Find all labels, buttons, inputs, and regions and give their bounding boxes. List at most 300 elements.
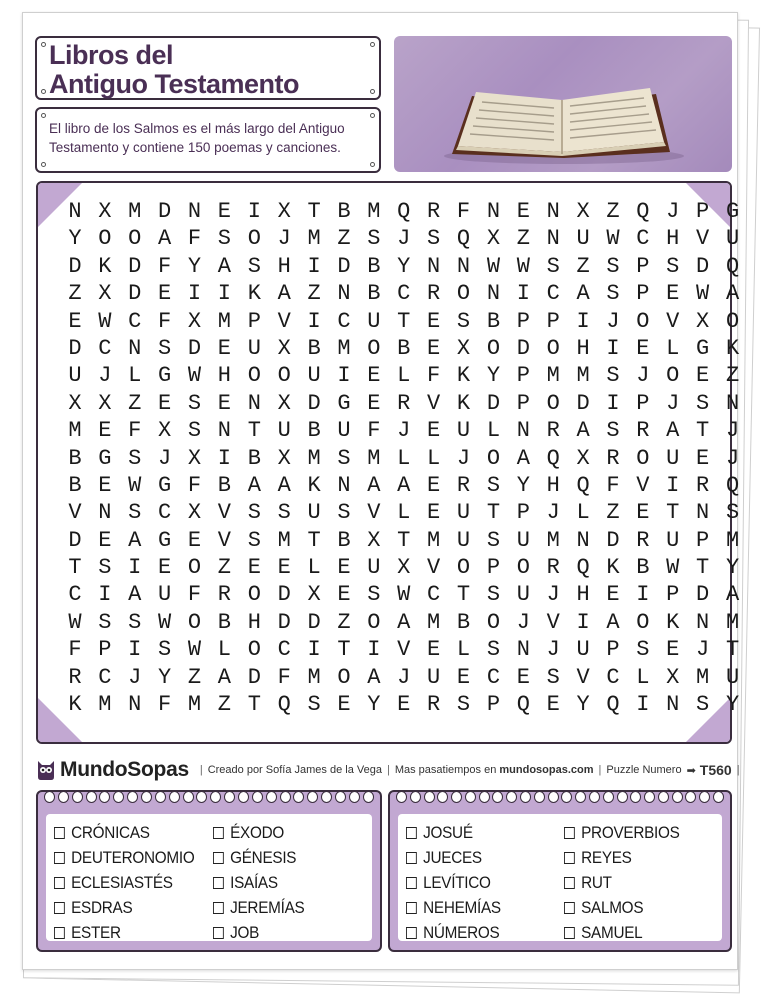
grid-letter[interactable]: P xyxy=(546,308,560,334)
grid-letter[interactable]: U xyxy=(516,527,530,553)
grid-letter[interactable]: O xyxy=(486,335,501,361)
grid-letter[interactable]: H xyxy=(576,582,590,608)
grid-letter[interactable]: O xyxy=(486,445,501,471)
grid-letter[interactable]: T xyxy=(456,582,471,608)
grid-letter[interactable]: R xyxy=(68,664,82,690)
grid-letter[interactable]: N xyxy=(187,199,202,224)
grid-letter[interactable]: S xyxy=(128,500,142,526)
grid-letter[interactable]: E xyxy=(427,472,441,498)
grid-letter[interactable]: E xyxy=(98,418,112,444)
word-item[interactable] xyxy=(213,820,356,845)
grid-letter[interactable]: C xyxy=(128,308,142,334)
grid-letter[interactable]: S xyxy=(696,692,710,718)
grid-letter[interactable]: I xyxy=(307,308,321,334)
grid-letter[interactable]: S xyxy=(696,390,710,416)
grid-letter[interactable]: T xyxy=(696,555,710,581)
grid-letter[interactable]: Z xyxy=(725,363,740,389)
grid-letter[interactable]: V xyxy=(397,637,411,663)
grid-letter[interactable]: V xyxy=(427,390,441,416)
checkbox[interactable] xyxy=(54,877,65,889)
grid-letter[interactable]: X xyxy=(277,390,291,416)
grid-letter[interactable]: E xyxy=(427,308,441,334)
grid-letter[interactable]: Y xyxy=(397,253,411,279)
grid-letter[interactable]: L xyxy=(636,664,650,690)
grid-letter[interactable]: N xyxy=(516,637,530,663)
grid-letter[interactable]: E xyxy=(158,555,172,581)
grid-letter[interactable]: R xyxy=(217,582,231,608)
grid-letter[interactable]: J xyxy=(98,363,112,389)
grid-letter[interactable]: X xyxy=(576,199,590,224)
grid-letter[interactable]: A xyxy=(397,609,411,635)
grid-letter[interactable]: E xyxy=(427,418,441,444)
grid-letter[interactable]: U xyxy=(427,664,441,690)
grid-letter[interactable]: S xyxy=(456,692,471,718)
grid-letter[interactable]: U xyxy=(456,418,471,444)
word-item[interactable] xyxy=(213,845,356,870)
grid-letter[interactable]: X xyxy=(98,281,112,307)
grid-letter[interactable]: Y xyxy=(516,472,530,498)
grid-letter[interactable]: L xyxy=(486,418,501,444)
grid-letter[interactable]: P xyxy=(516,500,530,526)
grid-letter[interactable]: P xyxy=(636,281,650,307)
grid-letter[interactable]: M xyxy=(696,664,710,690)
grid-letter[interactable]: V xyxy=(217,500,231,526)
grid-letter[interactable]: H xyxy=(217,363,231,389)
grid-letter[interactable]: C xyxy=(158,500,172,526)
grid-letter[interactable]: R xyxy=(606,445,620,471)
grid-letter[interactable]: J xyxy=(516,609,530,635)
grid-letter[interactable]: R xyxy=(636,418,650,444)
grid-letter[interactable]: O xyxy=(187,555,202,581)
grid-letter[interactable]: E xyxy=(158,281,172,307)
grid-letter[interactable]: G xyxy=(696,335,710,361)
grid-letter[interactable]: W xyxy=(397,582,411,608)
grid-letter[interactable]: F xyxy=(367,418,381,444)
grid-letter[interactable]: M xyxy=(277,527,291,553)
word-item[interactable] xyxy=(213,870,356,895)
grid-letter[interactable]: O xyxy=(456,281,471,307)
grid-letter[interactable]: F xyxy=(606,472,620,498)
grid-letter[interactable]: B xyxy=(367,253,381,279)
grid-letter[interactable]: Z xyxy=(217,692,231,718)
grid-letter[interactable]: R xyxy=(427,281,441,307)
grid-letter[interactable]: E xyxy=(337,555,351,581)
grid-letter[interactable]: V xyxy=(427,555,441,581)
grid-letter[interactable]: A xyxy=(606,609,620,635)
word-item[interactable] xyxy=(564,870,706,895)
grid-letter[interactable]: E xyxy=(217,335,231,361)
word-item[interactable] xyxy=(564,895,706,920)
grid-letter[interactable]: B xyxy=(397,335,411,361)
grid-letter[interactable]: U xyxy=(337,418,351,444)
word-item[interactable] xyxy=(564,820,706,845)
grid-letter[interactable]: L xyxy=(217,637,231,663)
grid-letter[interactable]: K xyxy=(456,363,471,389)
grid-letter[interactable]: F xyxy=(68,637,82,663)
grid-letter[interactable]: X xyxy=(158,418,172,444)
grid-letter[interactable]: H xyxy=(277,253,291,279)
grid-letter[interactable]: X xyxy=(187,500,202,526)
grid-letter[interactable]: I xyxy=(247,199,261,224)
grid-letter[interactable]: C xyxy=(397,281,411,307)
grid-letter[interactable]: O xyxy=(337,664,351,690)
grid-letter[interactable]: O xyxy=(247,582,261,608)
grid-letter[interactable]: E xyxy=(98,527,112,553)
word-item[interactable] xyxy=(54,845,197,870)
grid-letter[interactable]: E xyxy=(516,664,530,690)
grid-letter[interactable]: X xyxy=(98,390,112,416)
grid-letter[interactable]: S xyxy=(128,445,142,471)
grid-letter[interactable]: S xyxy=(158,637,172,663)
checkbox[interactable] xyxy=(213,827,224,839)
grid-letter[interactable]: J xyxy=(546,582,560,608)
grid-letter[interactable]: T xyxy=(247,418,261,444)
grid-letter[interactable]: N xyxy=(68,199,82,224)
grid-letter[interactable]: N xyxy=(725,390,740,416)
grid-letter[interactable]: C xyxy=(68,582,82,608)
grid-letter[interactable]: P xyxy=(696,199,710,224)
grid-letter[interactable]: H xyxy=(546,472,560,498)
grid-letter[interactable]: Y xyxy=(367,692,381,718)
grid-letter[interactable]: U xyxy=(247,335,261,361)
grid-letter[interactable]: D xyxy=(516,335,530,361)
grid-letter[interactable]: P xyxy=(636,253,650,279)
grid-letter[interactable]: S xyxy=(187,390,202,416)
grid-letter[interactable]: S xyxy=(98,609,112,635)
grid-letter[interactable]: N xyxy=(247,390,261,416)
grid-letter[interactable]: O xyxy=(277,363,291,389)
grid-letter[interactable]: R xyxy=(456,472,471,498)
grid-letter[interactable]: Q xyxy=(397,199,411,224)
grid-letter[interactable]: M xyxy=(427,609,441,635)
grid-letter[interactable]: Y xyxy=(576,692,590,718)
grid-letter[interactable]: P xyxy=(486,555,501,581)
grid-letter[interactable]: I xyxy=(337,363,351,389)
grid-letter[interactable]: L xyxy=(456,637,471,663)
grid-letter[interactable]: S xyxy=(158,335,172,361)
grid-letter[interactable]: N xyxy=(456,253,471,279)
grid-letter[interactable]: L xyxy=(666,335,680,361)
grid-letter[interactable]: L xyxy=(128,363,142,389)
grid-letter[interactable]: I xyxy=(217,445,231,471)
grid-letter[interactable]: S xyxy=(337,445,351,471)
grid-letter[interactable]: A xyxy=(217,253,231,279)
grid-letter[interactable]: W xyxy=(98,308,112,334)
grid-letter[interactable]: W xyxy=(606,226,620,252)
grid-letter[interactable]: B xyxy=(217,609,231,635)
grid-letter[interactable]: E xyxy=(367,390,381,416)
grid-letter[interactable]: J xyxy=(397,664,411,690)
grid-letter[interactable]: S xyxy=(187,418,202,444)
grid-letter[interactable]: X xyxy=(666,664,680,690)
grid-letter[interactable]: F xyxy=(187,472,202,498)
grid-letter[interactable]: U xyxy=(158,582,172,608)
grid-letter[interactable]: K xyxy=(666,609,680,635)
grid-letter[interactable]: J xyxy=(397,418,411,444)
grid-letter[interactable]: Q xyxy=(576,555,590,581)
grid-letter[interactable]: S xyxy=(606,418,620,444)
grid-letter[interactable]: O xyxy=(247,363,261,389)
grid-letter[interactable]: M xyxy=(725,609,740,635)
grid-letter[interactable]: P xyxy=(516,390,530,416)
grid-letter[interactable]: O xyxy=(367,609,381,635)
grid-letter[interactable]: W xyxy=(68,609,82,635)
grid-letter[interactable]: S xyxy=(367,226,381,252)
grid-letter[interactable]: K xyxy=(725,335,740,361)
grid-letter[interactable]: W xyxy=(187,363,202,389)
grid-letter[interactable]: P xyxy=(516,363,530,389)
grid-letter[interactable]: V xyxy=(666,308,680,334)
grid-letter[interactable]: X xyxy=(187,308,202,334)
grid-letter[interactable]: O xyxy=(636,308,650,334)
grid-letter[interactable]: C xyxy=(98,664,112,690)
word-item[interactable] xyxy=(406,845,548,870)
grid-letter[interactable]: V xyxy=(636,472,650,498)
word-item[interactable] xyxy=(406,920,548,945)
checkbox[interactable] xyxy=(564,877,575,889)
grid-letter[interactable]: D xyxy=(247,664,261,690)
grid-letter[interactable]: B xyxy=(456,609,471,635)
grid-letter[interactable]: Q xyxy=(725,253,740,279)
grid-letter[interactable]: R xyxy=(546,555,560,581)
grid-letter[interactable]: S xyxy=(277,500,291,526)
grid-letter[interactable]: M xyxy=(546,527,560,553)
word-item[interactable] xyxy=(54,820,197,845)
checkbox[interactable] xyxy=(406,852,417,864)
grid-letter[interactable]: N xyxy=(337,472,351,498)
grid-letter[interactable]: S xyxy=(486,527,501,553)
checkbox[interactable] xyxy=(406,902,417,914)
grid-letter[interactable]: F xyxy=(277,664,291,690)
grid-letter[interactable]: O xyxy=(546,390,560,416)
grid-letter[interactable]: N xyxy=(546,226,560,252)
grid-letter[interactable]: S xyxy=(666,253,680,279)
grid-letter[interactable]: L xyxy=(397,445,411,471)
grid-letter[interactable]: P xyxy=(516,308,530,334)
grid-letter[interactable]: D xyxy=(307,609,321,635)
grid-letter[interactable]: N xyxy=(666,692,680,718)
grid-letter[interactable]: F xyxy=(128,418,142,444)
grid-letter[interactable]: J xyxy=(546,500,560,526)
grid-letter[interactable]: J xyxy=(128,664,142,690)
grid-letter[interactable]: A xyxy=(725,281,740,307)
grid-letter[interactable]: D xyxy=(128,253,142,279)
grid-letter[interactable]: S xyxy=(606,363,620,389)
grid-letter[interactable]: P xyxy=(696,527,710,553)
grid-letter[interactable]: E xyxy=(158,390,172,416)
grid-letter[interactable]: C xyxy=(427,582,441,608)
grid-letter[interactable]: B xyxy=(68,472,82,498)
grid-letter[interactable]: Z xyxy=(606,199,620,224)
grid-letter[interactable]: A xyxy=(367,472,381,498)
grid-letter[interactable]: G xyxy=(158,363,172,389)
checkbox[interactable] xyxy=(406,827,417,839)
grid-letter[interactable]: F xyxy=(158,692,172,718)
grid-letter[interactable]: M xyxy=(307,226,321,252)
grid-letter[interactable]: R xyxy=(636,527,650,553)
checkbox[interactable] xyxy=(213,877,224,889)
grid-letter[interactable]: M xyxy=(128,199,142,224)
grid-letter[interactable]: L xyxy=(576,500,590,526)
grid-letter[interactable]: Z xyxy=(68,281,82,307)
grid-letter[interactable]: N xyxy=(217,418,231,444)
grid-letter[interactable]: M xyxy=(98,692,112,718)
grid-letter[interactable]: X xyxy=(68,390,82,416)
grid-letter[interactable]: E xyxy=(337,692,351,718)
grid-letter[interactable]: B xyxy=(636,555,650,581)
grid-letter[interactable]: N xyxy=(128,335,142,361)
grid-letter[interactable]: S xyxy=(456,308,471,334)
grid-letter[interactable]: A xyxy=(516,445,530,471)
grid-letter[interactable]: J xyxy=(636,363,650,389)
grid-letter[interactable]: O xyxy=(486,609,501,635)
grid-letter[interactable]: T xyxy=(397,527,411,553)
grid-letter[interactable]: Z xyxy=(217,555,231,581)
grid-letter[interactable]: P xyxy=(98,637,112,663)
grid-letter[interactable]: Q xyxy=(456,226,471,252)
grid-letter[interactable]: W xyxy=(187,637,202,663)
grid-letter[interactable]: S xyxy=(217,226,231,252)
grid-letter[interactable]: E xyxy=(187,527,202,553)
word-item[interactable] xyxy=(406,870,548,895)
grid-letter[interactable]: U xyxy=(576,637,590,663)
grid-letter[interactable]: B xyxy=(68,445,82,471)
grid-letter[interactable]: D xyxy=(277,582,291,608)
grid-letter[interactable]: T xyxy=(666,500,680,526)
grid-letter[interactable]: J xyxy=(456,445,471,471)
grid-letter[interactable]: P xyxy=(247,308,261,334)
grid-letter[interactable]: O xyxy=(636,445,650,471)
grid-letter[interactable]: U xyxy=(456,527,471,553)
grid-letter[interactable]: U xyxy=(68,363,82,389)
grid-letter[interactable]: U xyxy=(367,308,381,334)
grid-letter[interactable]: E xyxy=(696,445,710,471)
grid-letter[interactable]: T xyxy=(486,500,501,526)
grid-letter[interactable]: K xyxy=(456,390,471,416)
grid-letter[interactable]: J xyxy=(606,308,620,334)
grid-letter[interactable]: E xyxy=(247,555,261,581)
grid-letter[interactable]: Q xyxy=(606,692,620,718)
grid-letter[interactable]: A xyxy=(367,664,381,690)
checkbox[interactable] xyxy=(564,852,575,864)
grid-letter[interactable]: Z xyxy=(576,253,590,279)
grid-letter[interactable]: I xyxy=(98,582,112,608)
grid-letter[interactable]: F xyxy=(187,582,202,608)
grid-letter[interactable]: B xyxy=(486,308,501,334)
grid-letter[interactable]: E xyxy=(546,692,560,718)
grid-letter[interactable]: D xyxy=(128,281,142,307)
grid-letter[interactable]: Y xyxy=(725,555,740,581)
checkbox[interactable] xyxy=(406,927,417,939)
grid-letter[interactable]: V xyxy=(367,500,381,526)
grid-letter[interactable]: U xyxy=(576,226,590,252)
grid-letter[interactable]: E xyxy=(636,335,650,361)
grid-letter[interactable]: X xyxy=(696,308,710,334)
grid-letter[interactable]: U xyxy=(666,445,680,471)
checkbox[interactable] xyxy=(406,877,417,889)
grid-letter[interactable]: R xyxy=(397,390,411,416)
grid-letter[interactable]: O xyxy=(247,637,261,663)
grid-letter[interactable]: T xyxy=(307,527,321,553)
grid-letter[interactable]: I xyxy=(128,637,142,663)
grid-letter[interactable]: K xyxy=(307,472,321,498)
grid-letter[interactable]: S xyxy=(486,637,501,663)
grid-letter[interactable]: F xyxy=(427,363,441,389)
grid-letter[interactable]: E xyxy=(606,582,620,608)
grid-letter[interactable]: S xyxy=(427,226,441,252)
grid-letter[interactable]: C xyxy=(277,637,291,663)
grid-letter[interactable]: J xyxy=(277,226,291,252)
grid-letter[interactable]: C xyxy=(606,664,620,690)
grid-letter[interactable]: E xyxy=(666,637,680,663)
grid-letter[interactable]: K xyxy=(98,253,112,279)
grid-letter[interactable]: S xyxy=(606,281,620,307)
grid-letter[interactable]: O xyxy=(98,226,112,252)
grid-letter[interactable]: E xyxy=(367,363,381,389)
grid-letter[interactable]: M xyxy=(68,418,82,444)
grid-letter[interactable]: Q xyxy=(546,445,560,471)
grid-letter[interactable]: Z xyxy=(307,281,321,307)
grid-letter[interactable]: M xyxy=(725,527,740,553)
grid-letter[interactable]: H xyxy=(576,335,590,361)
grid-letter[interactable]: C xyxy=(546,281,560,307)
grid-letter[interactable]: R xyxy=(427,199,441,224)
grid-letter[interactable]: K xyxy=(68,692,82,718)
grid-letter[interactable]: D xyxy=(68,253,82,279)
grid-letter[interactable]: J xyxy=(696,637,710,663)
grid-letter[interactable]: T xyxy=(696,418,710,444)
grid-letter[interactable]: T xyxy=(337,637,351,663)
grid-letter[interactable]: E xyxy=(696,363,710,389)
grid-letter[interactable]: S xyxy=(247,253,261,279)
grid-letter[interactable]: I xyxy=(217,281,231,307)
grid-letter[interactable]: M xyxy=(217,308,231,334)
grid-letter[interactable]: A xyxy=(217,664,231,690)
checkbox[interactable] xyxy=(54,852,65,864)
site-link[interactable]: mundosopas.com xyxy=(499,764,594,776)
grid-letter[interactable]: S xyxy=(606,253,620,279)
grid-letter[interactable]: W xyxy=(516,253,530,279)
grid-letter[interactable]: B xyxy=(307,418,321,444)
grid-letter[interactable]: J xyxy=(158,445,172,471)
grid-letter[interactable]: A xyxy=(247,472,261,498)
grid-letter[interactable]: C xyxy=(337,308,351,334)
grid-letter[interactable]: O xyxy=(367,335,381,361)
grid-letter[interactable]: A xyxy=(725,582,740,608)
grid-letter[interactable]: V xyxy=(576,664,590,690)
checkbox[interactable] xyxy=(213,902,224,914)
grid-letter[interactable]: F xyxy=(187,226,202,252)
grid-letter[interactable]: P xyxy=(486,692,501,718)
grid-letter[interactable]: Z xyxy=(337,226,351,252)
grid-letter[interactable]: I xyxy=(307,253,321,279)
checkbox[interactable] xyxy=(54,827,65,839)
grid-letter[interactable]: O xyxy=(187,609,202,635)
grid-letter[interactable]: D xyxy=(277,609,291,635)
grid-letter[interactable]: N xyxy=(486,199,501,224)
grid-letter[interactable]: P xyxy=(606,637,620,663)
grid-letter[interactable]: Z xyxy=(128,390,142,416)
grid-letter[interactable]: D xyxy=(696,253,710,279)
grid-letter[interactable]: I xyxy=(636,692,650,718)
grid-letter[interactable]: U xyxy=(516,582,530,608)
checkbox[interactable] xyxy=(564,902,575,914)
grid-letter[interactable]: S xyxy=(307,692,321,718)
grid-letter[interactable]: X xyxy=(277,199,291,224)
checkbox[interactable] xyxy=(213,927,224,939)
grid-letter[interactable]: Y xyxy=(486,363,501,389)
grid-letter[interactable]: E xyxy=(337,582,351,608)
